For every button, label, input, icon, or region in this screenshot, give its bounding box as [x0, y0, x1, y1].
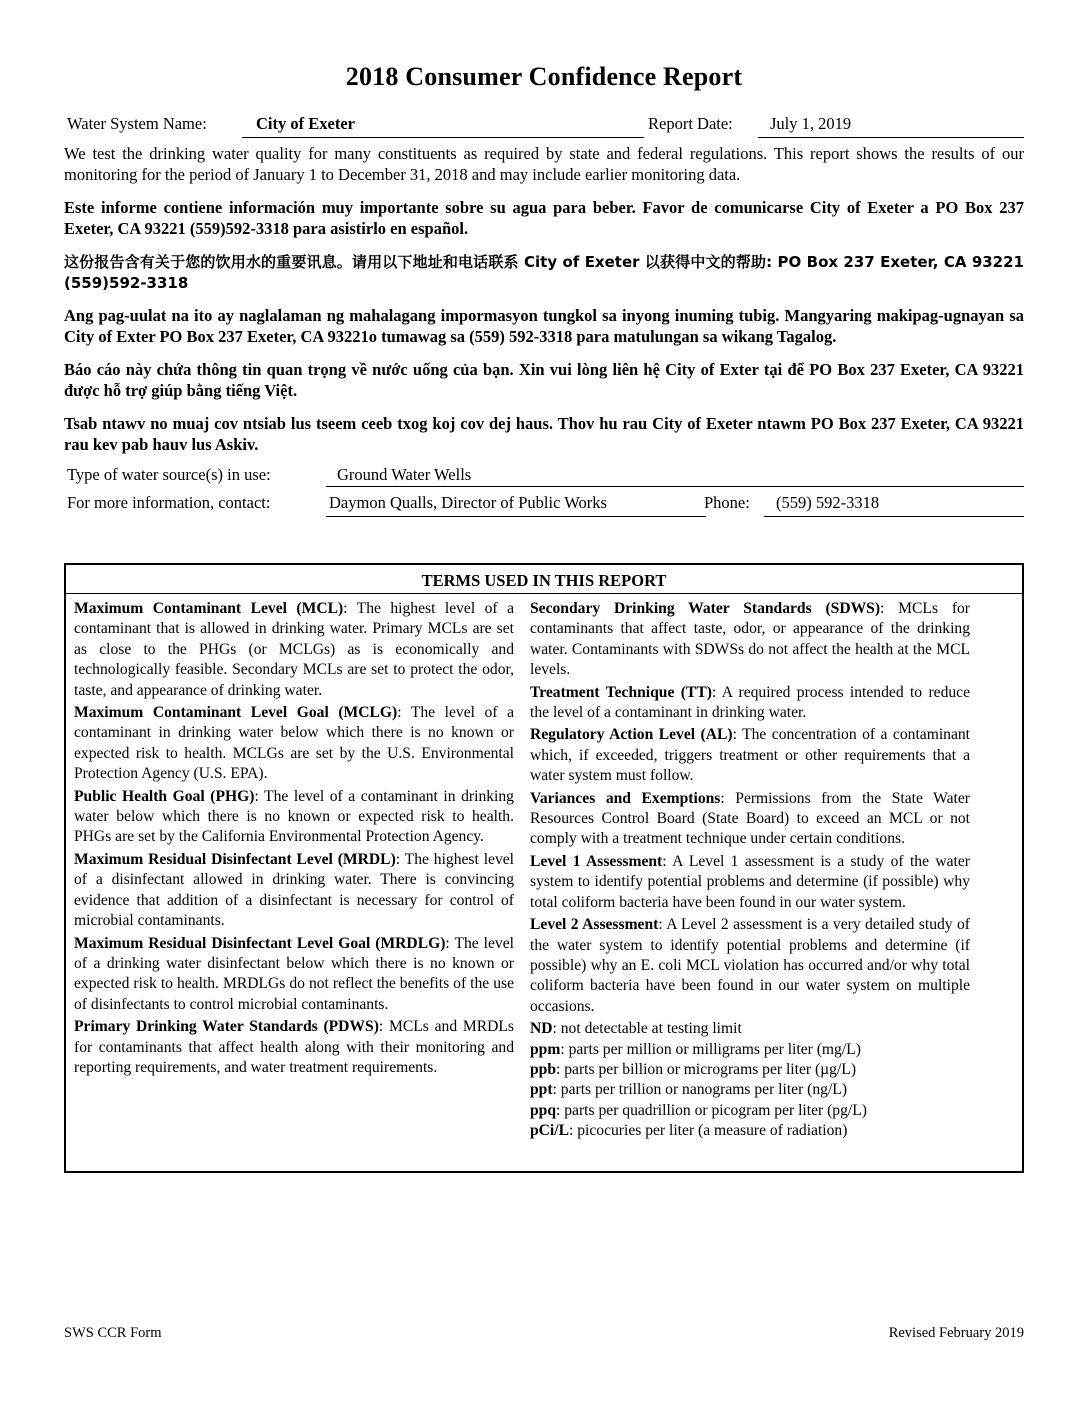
term-mrdlg: Maximum Residual Disinfectant Level Goal (MRDLG): The level of a drinking water disinfectant below which there is no known or expected risk to health. MRDLGs do not reflect the benefits of the use of disinfectants to control microbial contaminants.	[74, 934, 514, 1013]
unit-ppt: ppt: parts per trillion or nanograms per liter (ng/L)	[530, 1081, 848, 1099]
unit-ppm: ppm: parts per million or milligrams per liter (mg/L)	[530, 1040, 861, 1058]
spanish-notice: Este informe contiene información muy importante sobre su agua para beber. Favor de comunicarse City of Exeter a PO Box 237 Exeter, CA 93221 (559)592-3318 para asistirlo en español.	[64, 198, 1024, 238]
source-label: Type of water source(s) in use:	[67, 465, 271, 484]
chinese-notice: 这份报告含有关于您的饮用水的重要讯息。请用以下地址和电话联系 City of Exeter 以获得中文的帮助: PO Box 237 Exeter, CA 93221 (559)592-3318	[64, 253, 1024, 292]
contact-row	[64, 491, 1024, 517]
source-row	[64, 463, 1024, 487]
system-row	[64, 112, 1024, 138]
term-level2: Level 2 Assessment: A Level 2 assessment is a very detailed study of the water system to identify potential problems and determine (if possible) why an E. coli MCL violation has occurred and/or why total coliform bacteria have been found in our water system on multiple occasions.	[530, 916, 970, 1015]
terms-heading: TERMS USED IN THIS REPORT	[66, 567, 1022, 594]
terms-box	[64, 563, 1024, 1173]
footer-form-name: SWS CCR Form	[64, 1325, 162, 1341]
term-pdws: Primary Drinking Water Standards (PDWS): MCLs and MRDLs for contaminants that affect health along with their monitoring and reporting requirements, and water treatment requirements.	[74, 1018, 514, 1076]
unit-ppb: ppb: parts per billion or micrograms per liter (µg/L)	[530, 1060, 857, 1078]
terms-right-column	[530, 599, 970, 1142]
phone-underline	[764, 516, 1024, 517]
source-value: Ground Water Wells	[337, 465, 472, 484]
phone-label: Phone:	[704, 493, 750, 512]
term-phg: Public Health Goal (PHG): The level of a contaminant in drinking water below which there is no known or expected risk to health. PHGs are set by the California Environmental Protection Agency.	[74, 787, 514, 846]
footer-revision: Revised February 2019	[888, 1325, 1024, 1341]
terms-left-column	[74, 599, 514, 1080]
unit-ppq: ppq: parts per quadrillion or picogram per liter (pg/L)	[530, 1101, 867, 1119]
term-variances: Variances and Exemptions: Permissions from the State Water Resources Control Board (State Board) to exceed an MCL or not comply with a treatment technique under certain conditions.	[530, 789, 970, 848]
report-date-value: July 1, 2019	[770, 114, 852, 133]
system-name-label: Water System Name:	[67, 114, 207, 133]
source-underline	[326, 486, 1024, 487]
unit-pci: pCi/L: picocuries per liter (a measure of radiation)	[530, 1122, 848, 1140]
contact-value: Daymon Qualls, Director of Public Works	[329, 493, 607, 512]
tagalog-notice: Ang pag-uulat na ito ay naglalaman ng mahalagang impormasyon tungkol sa inyong inuming tubig. Mangyaring makipag-ugnayan sa City of Exter PO Box 237 Exeter, CA 93221o tumawag sa (559) 592-3318 para matulungan sa wikang Tagalog.	[64, 306, 1024, 346]
hmong-notice: Tsab ntawv no muaj cov ntsiab lus tseem ceeb txog koj cov dej haus. Thov hu rau City of Exeter ntawm PO Box 237 Exeter, CA 93221 rau kev pab hauv lus Askiv.	[64, 414, 1024, 454]
system-name-underline	[242, 137, 644, 138]
intro-paragraph: We test the drinking water quality for many constituents as required by state and federal regulations. This report shows the results of our monitoring for the period of January 1 to December 31, 2018 and may include earlier monitoring data.	[64, 144, 1024, 184]
system-name-value: City of Exeter	[256, 114, 355, 133]
term-al: Regulatory Action Level (AL): The concentration of a contaminant which, if exceeded, triggers treatment or other requirements that a water system must follow.	[530, 726, 971, 785]
term-sdws: Secondary Drinking Water Standards (SDWS): MCLs for contaminants that affect taste, odor, or appearance of the drinking water. Contaminants with SDWSs do not affect the health at the MCL levels.	[530, 600, 970, 679]
contact-underline	[326, 516, 706, 517]
report-date-label: Report Date:	[648, 114, 733, 133]
term-level1: Level 1 Assessment: A Level 1 assessment is a study of the water system to identify potential problems and determine (if possible) why total coliform bacteria have been found in our water system.	[530, 852, 970, 911]
term-mclg: Maximum Contaminant Level Goal (MCLG): The level of a contaminant in drinking water below which there is no known or expected risk to health. MCLGs are set by the U.S. Environmental Protection Agency (U.S. EPA).	[74, 704, 515, 783]
term-mrdl: Maximum Residual Disinfectant Level (MRDL): The highest level of a disinfectant allowed in drinking water. There is convincing evidence that addition of a disinfectant is necessary for control of microbial contaminants.	[74, 850, 514, 930]
term-mcl: Maximum Contaminant Level (MCL): The highest level of a contaminant that is allowed in drinking water. Primary MCLs are set as close to the PHGs (or MCLGs) as is economically and technologically feasible. Secondary MCLs are set to protect the odor, taste, and appearance of drinking water.	[74, 600, 514, 699]
term-tt: Treatment Technique (TT): A required process intended to reduce the level of a contaminant in drinking water.	[530, 683, 970, 722]
vietnamese-notice: Báo cáo này chứa thông tin quan trọng về nước uống của bạn. Xin vui lòng liên hệ City of Exter tại để PO Box 237 Exeter, CA 93221 được hỗ trợ giúp bằng tiếng Việt.	[64, 360, 1024, 400]
phone-value: (559) 592-3318	[776, 493, 880, 512]
report-date-underline	[758, 137, 1024, 138]
page-title: 2018 Consumer Confidence Report	[345, 62, 743, 91]
unit-nd: ND: not detectable at testing limit	[530, 1020, 742, 1038]
report-page	[64, 62, 1024, 1140]
contact-label: For more information, contact:	[67, 493, 271, 512]
